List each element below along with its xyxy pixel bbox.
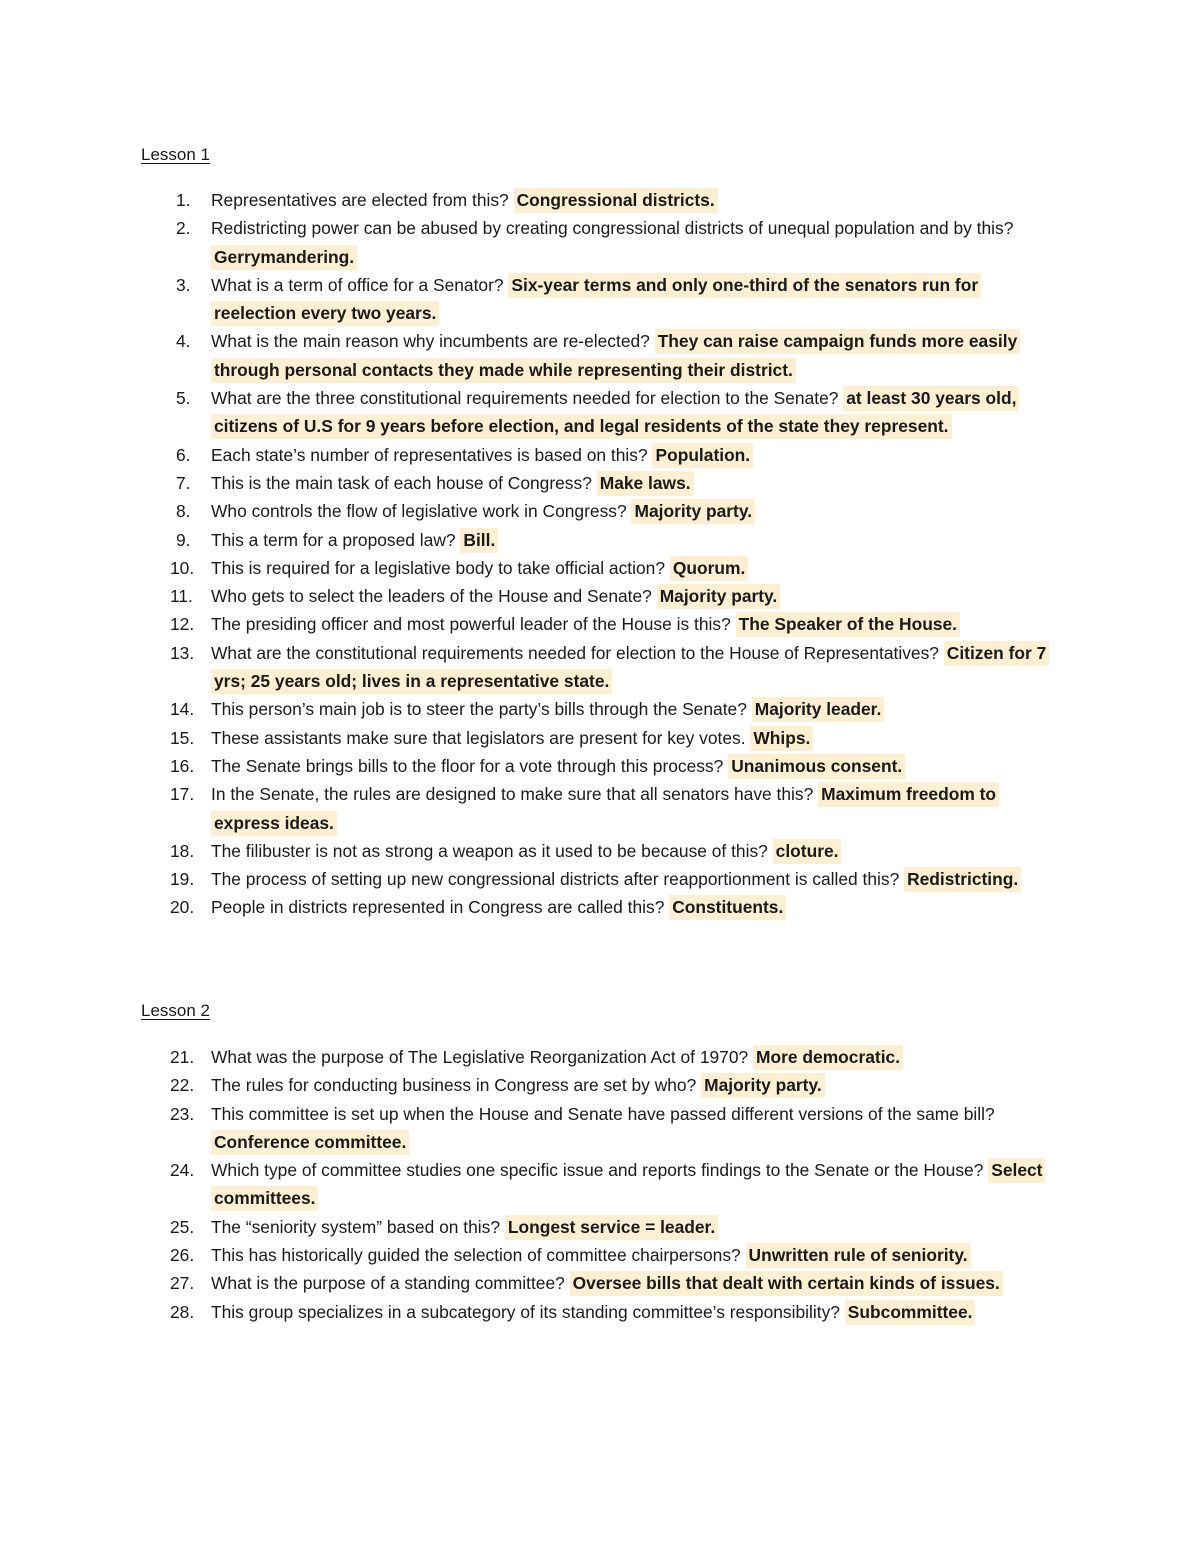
answer-highlight: Conference committee. [211, 1130, 409, 1155]
answer-highlight: Maximum freedom to express ideas. [211, 782, 999, 835]
question-number: 5. [176, 388, 191, 409]
lesson-2-question-list [0, 1043, 1200, 1326]
question-item [0, 893, 1200, 921]
question-number: 18. [170, 840, 195, 861]
lesson-1-question-list [0, 186, 1200, 922]
question-text: The “seniority system” based on this? [211, 1216, 505, 1237]
answer-highlight: Subcommittee. [845, 1300, 976, 1325]
question-number: 23. [170, 1103, 195, 1124]
question-text: What is a term of office for a Senator? [211, 274, 509, 295]
question-text: Who controls the flow of legislative work in Congress? [211, 501, 632, 522]
question-item [0, 554, 1200, 582]
question-text: These assistants make sure that legislators are present for key votes. [211, 727, 751, 748]
question-number: 2. [176, 218, 191, 239]
answer-highlight: cloture. [773, 839, 842, 864]
question-item [0, 1156, 1200, 1213]
question-text: What are the three constitutional requirements needed for election to the Senate? [211, 388, 844, 409]
answer-highlight: The Speaker of the House. [736, 612, 960, 637]
question-item [0, 639, 1200, 696]
answer-highlight: They can raise campaign funds more easily through personal contacts they made while representing their district. [211, 329, 1020, 382]
question-text: What are the constitutional requirements needed for election to the House of Representatives? [211, 642, 944, 663]
question-text: The Senate brings bills to the floor for a vote through this process? [211, 755, 729, 776]
answer-highlight: Majority party. [701, 1073, 825, 1098]
question-text: Representatives are elected from this? [211, 190, 514, 210]
question-number: 27. [170, 1273, 195, 1294]
question-item [0, 384, 1200, 441]
question-number: 21. [170, 1047, 195, 1067]
question-item [0, 441, 1200, 469]
question-number: 7. [176, 472, 191, 493]
question-number: 28. [170, 1301, 195, 1322]
question-number: 11. [170, 586, 193, 607]
question-number: 9. [176, 529, 191, 550]
answer-highlight: Congressional districts. [514, 188, 718, 213]
question-text: What was the purpose of The Legislative Reorganization Act of 1970? [211, 1047, 754, 1067]
question-number: 25. [170, 1216, 195, 1237]
answer-highlight: Population. [652, 443, 753, 468]
question-text: Who gets to select the leaders of the House and Senate? [211, 586, 657, 607]
answer-highlight: Quorum. [670, 556, 748, 581]
question-item [0, 271, 1200, 328]
question-text: The filibuster is not as strong a weapon as it used to be because of this? [211, 840, 773, 861]
question-text: This has historically guided the selection of committee chairpersons? [211, 1245, 746, 1266]
question-item [0, 582, 1200, 610]
question-item [0, 724, 1200, 752]
question-text: The presiding officer and most powerful leader of the House is this? [211, 614, 736, 635]
question-number: 13. [170, 642, 195, 663]
question-item [0, 1298, 1200, 1326]
question-item [0, 497, 1200, 525]
question-text: People in districts represented in Congress are called this? [211, 897, 670, 918]
question-item [0, 526, 1200, 554]
question-item [0, 1213, 1200, 1241]
question-item [0, 780, 1200, 837]
question-number: 19. [170, 869, 195, 890]
answer-highlight: Whips. [750, 726, 813, 751]
question-item [0, 695, 1200, 723]
question-text: What is the main reason why incumbents are re-elected? [211, 331, 655, 352]
question-item [0, 186, 1200, 214]
question-number: 15. [170, 727, 195, 748]
question-text: This group specializes in a subcategory of its standing committee’s responsibility? [211, 1301, 845, 1322]
question-text: This committee is set up when the House and Senate have passed different versions of the same bill? [211, 1103, 995, 1124]
lesson-1-heading: Lesson 1 [141, 145, 210, 164]
question-text: This is required for a legislative body to take official action? [211, 557, 670, 578]
question-item [0, 1100, 1200, 1157]
question-text: Each state’s number of representatives is based on this? [211, 444, 653, 465]
question-number: 12. [170, 614, 195, 635]
answer-highlight: Constituents. [669, 895, 786, 920]
question-number: 24. [170, 1160, 195, 1181]
answer-highlight: Oversee bills that dealt with certain kinds of issues. [570, 1271, 1003, 1296]
question-text: What is the purpose of a standing committee? [211, 1273, 570, 1294]
answer-highlight: Majority party. [657, 584, 781, 609]
answer-highlight: at least 30 years old, citizens of U.S for 9 years before election, and legal residents of the state they represent. [211, 386, 1019, 439]
answer-highlight: Redistricting. [904, 867, 1021, 892]
question-text: Redistricting power can be abused by creating congressional districts of unequal population and by this? [211, 218, 1014, 239]
question-number: 20. [170, 897, 195, 918]
question-text: This person’s main job is to steer the party’s bills through the Senate? [211, 699, 752, 720]
question-text: This a term for a proposed law? [211, 529, 461, 550]
answer-highlight: Citizen for 7 yrs; 25 years old; lives in a representative state. [211, 641, 1049, 694]
question-item [0, 1269, 1200, 1297]
question-item [0, 837, 1200, 865]
question-text: This is the main task of each house of Congress? [211, 472, 597, 493]
answer-highlight: Unwritten rule of seniority. [746, 1243, 971, 1268]
question-number: 17. [170, 784, 195, 805]
question-number: 3. [176, 274, 191, 295]
answer-highlight: More democratic. [753, 1045, 903, 1070]
question-item [0, 1071, 1200, 1099]
answer-highlight: Unanimous consent. [728, 754, 905, 779]
answer-highlight: Majority leader. [752, 697, 885, 722]
question-number: 6. [176, 444, 191, 465]
question-text: In the Senate, the rules are designed to make sure that all senators have this? [211, 784, 819, 805]
answer-highlight: Longest service = leader. [505, 1215, 718, 1240]
question-number: 1. [176, 190, 191, 210]
answer-highlight: Six-year terms and only one-third of the senators run for reelection every two years. [211, 273, 981, 326]
question-number: 22. [170, 1075, 195, 1096]
question-item [0, 469, 1200, 497]
answer-highlight: Majority party. [631, 499, 755, 524]
question-item [0, 327, 1200, 384]
answer-highlight: Make laws. [597, 471, 694, 496]
question-text: The process of setting up new congressional districts after reapportionment is called this? [211, 869, 905, 890]
question-number: 10. [170, 557, 195, 578]
question-number: 14. [170, 699, 195, 720]
question-number: 16. [170, 755, 195, 776]
question-item [0, 865, 1200, 893]
question-item [0, 1043, 1200, 1071]
answer-highlight: Bill. [460, 528, 498, 553]
question-item [0, 752, 1200, 780]
question-item [0, 1241, 1200, 1269]
question-number: 26. [170, 1245, 195, 1266]
lesson-2-heading: Lesson 2 [141, 1001, 210, 1020]
answer-highlight: Gerrymandering. [211, 245, 357, 270]
answer-highlight: Select committees. [211, 1158, 1045, 1211]
question-text: Which type of committee studies one specific issue and reports findings to the Senate or the House? [211, 1160, 989, 1181]
question-item [0, 610, 1200, 638]
question-number: 8. [176, 501, 191, 522]
question-number: 4. [176, 331, 191, 352]
question-text: The rules for conducting business in Congress are set by who? [211, 1075, 702, 1096]
question-item [0, 214, 1200, 271]
